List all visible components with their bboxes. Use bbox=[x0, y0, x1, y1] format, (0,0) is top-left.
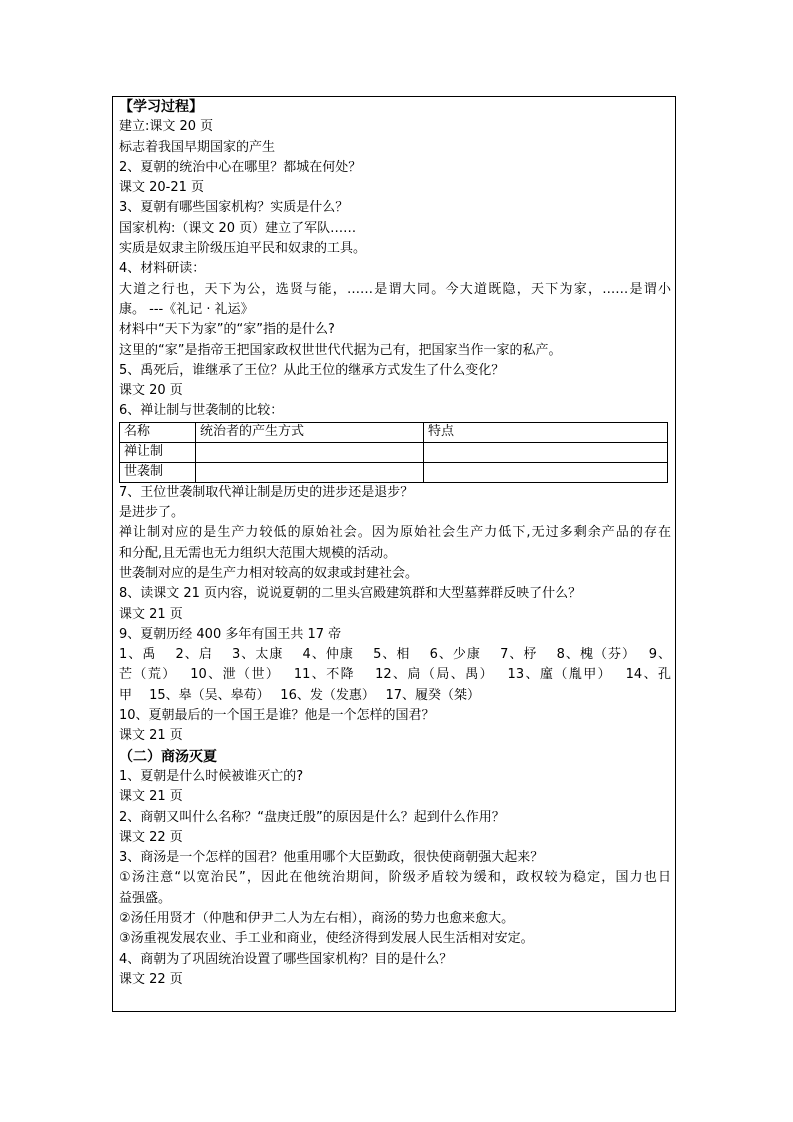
table-row bbox=[120, 462, 668, 482]
question-line: 5、禹死后，谁继承了王位？从此王位的继承方式发生了什么变化？ bbox=[119, 362, 505, 378]
kings-line: 1、禹 2、启 3、太康 4、仲康 5、相 6、少康 7、杼 8、槐（芬） 9、 bbox=[119, 647, 671, 663]
text-line: ②汤任用贤才（仲虺和伊尹二人为左右相），商汤的势力也愈来愈大。 bbox=[119, 910, 515, 926]
question-line: 7、王位世袭制取代禅让制是历史的进步还是退步？ bbox=[119, 484, 414, 500]
lines-b bbox=[119, 320, 671, 421]
kings-line: 芒（荒） 10、泄（世） 11、不降 12、扃（局、禺） 13、廑（胤甲） 14、孔 bbox=[119, 667, 671, 683]
text-line: 国家机构:（课文 20 页）建立了军队…… bbox=[119, 220, 357, 236]
table-cell: 禅让制 bbox=[120, 442, 196, 462]
section-title: （二）商汤灭夏 bbox=[119, 748, 217, 765]
lines-d bbox=[119, 564, 671, 645]
text-line: 课文 22 页 bbox=[119, 829, 183, 845]
text-line: 这里的“家”是指帝王把国家政权世世代代据为己有，把国家当作一家的私产。 bbox=[119, 342, 562, 358]
question-line: 4、材料研读： bbox=[119, 261, 206, 277]
paragraph-line: 益强盛。 bbox=[119, 890, 172, 906]
question-line: 10、夏朝最后的一个国王是谁？他是一个怎样的国君？ bbox=[119, 708, 435, 724]
text-line: 建立:课文 20 页 bbox=[119, 119, 214, 135]
lines-f bbox=[119, 767, 671, 868]
text-line: 实质是奴隶主阶级压迫平民和奴隶的工具。 bbox=[119, 241, 367, 257]
paragraph-line: ①汤注意“以宽治民”，因此在他统治期间，阶级矛盾较为缓和，政权较为稳定，国力也日 bbox=[119, 870, 671, 886]
question-line: 9、夏朝历经 400 多年有国王共 17 帝 bbox=[119, 626, 342, 642]
section-header: 【学习过程】 bbox=[119, 99, 203, 115]
study-process-box bbox=[112, 96, 676, 1012]
lines-g bbox=[119, 909, 671, 990]
table-header-cell: 名称 bbox=[120, 422, 196, 442]
table-cell bbox=[424, 442, 668, 462]
text-line: 标志着我国早期国家的产生 bbox=[119, 139, 276, 155]
question-line: 6、禅让制与世袭制的比较： bbox=[119, 403, 284, 419]
table-cell bbox=[424, 462, 668, 482]
text-line: 课文 22 页 bbox=[119, 971, 183, 987]
text-line: ③汤重视发展农业、手工业和商业，使经济得到发展人民生活相对安定。 bbox=[119, 931, 534, 947]
table-header-row bbox=[120, 422, 668, 442]
lines-c bbox=[119, 483, 671, 524]
question-line: 4、商朝为了巩固统治设置了哪些国家机构？目的是什么？ bbox=[119, 951, 453, 967]
question-line: 8、读课文 21 页内容，说说夏朝的二里头宫殿建筑群和大型墓葬群反映了什么？ bbox=[119, 586, 582, 602]
question-line: 2、商朝又叫什么名称？“盘庚迁殷”的原因是什么？起到什么作用？ bbox=[119, 809, 505, 825]
text-line: 课文 21 页 bbox=[119, 728, 183, 744]
question-line: 3、商汤是一个怎样的国君？他重用哪个大臣勤政，很快使商朝强大起来？ bbox=[119, 850, 544, 866]
paragraph-line: 禅让制对应的是生产力较低的原始社会。因为原始社会生产力低下,无过多剩余产品的存在 bbox=[119, 525, 671, 541]
text-line: 课文 20 页 bbox=[119, 383, 183, 399]
table-cell bbox=[196, 442, 424, 462]
kings-line: 甲 15、皋（吴、皋苟） 16、发（发惠） 17、履癸（桀） bbox=[119, 687, 481, 703]
lines-e bbox=[119, 706, 671, 747]
table-header-cell: 特点 bbox=[424, 422, 668, 442]
table-header-cell: 统治者的产生方式 bbox=[196, 422, 424, 442]
text-line: 是进步了。 bbox=[119, 505, 185, 521]
table-row bbox=[120, 442, 668, 462]
text-line: 课文 20-21 页 bbox=[119, 180, 205, 196]
question-line: 1、夏朝是什么时候被谁灭亡的? bbox=[119, 768, 304, 784]
text-line: 课文 21 页 bbox=[119, 789, 183, 805]
text-line: 世袭制对应的是生产力相对较高的奴隶或封建社会。 bbox=[119, 565, 419, 581]
table-cell bbox=[196, 462, 424, 482]
quote-line: 大道之行也，天下为公，选贤与能，……是谓大同。今大道既隐，天下为家，……是谓小 bbox=[119, 281, 671, 297]
lines-a bbox=[119, 117, 671, 279]
comparison-table bbox=[119, 422, 668, 483]
question-line: 材料中“天下为家”的“家”指的是什么? bbox=[119, 322, 335, 338]
question-line: 2、夏朝的统治中心在哪里？都城在何处？ bbox=[119, 159, 362, 175]
text-line: 课文 21 页 bbox=[119, 606, 183, 622]
question-line: 3、夏朝有哪些国家机构？实质是什么？ bbox=[119, 200, 349, 216]
quote-line: 康。 ---《礼记 · 礼运》 bbox=[119, 301, 254, 317]
table-cell: 世袭制 bbox=[120, 462, 196, 482]
paragraph-line: 和分配,且无需也无力组织大范围大规模的活动。 bbox=[119, 545, 397, 561]
